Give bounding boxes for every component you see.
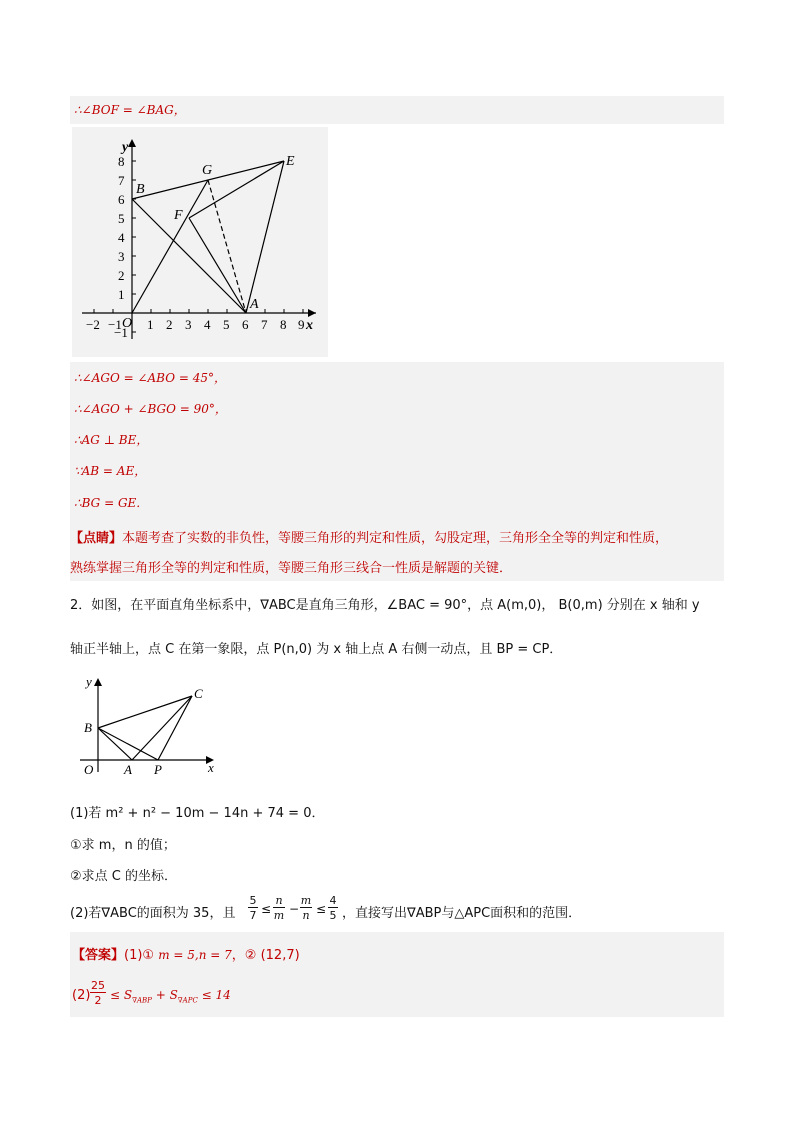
answer-frac-num: 25 — [91, 979, 105, 992]
answer-part2-label: (2) — [72, 988, 91, 1003]
solution-line-3 — [70, 394, 724, 425]
fig2-segments — [98, 696, 192, 760]
figure-2 — [72, 672, 222, 778]
frac4-num: 4 — [329, 894, 337, 907]
y-tick-8: 8 — [118, 154, 125, 169]
y-tick-2: 2 — [118, 268, 125, 283]
frac1-den: 7 — [249, 909, 257, 922]
part-1: (1)若 m² + n² − 10m − 14n + 74 = 0． — [70, 806, 325, 821]
solution-line-1 — [70, 96, 724, 124]
coordinate-figure-2 — [72, 672, 222, 778]
x-tick-9: 9 — [298, 317, 305, 332]
x-tick-3: 3 — [185, 317, 192, 332]
x-tick-2: 2 — [166, 317, 173, 332]
fig2-point-B: B — [84, 720, 92, 735]
answer-part1-label: (1)① — [124, 948, 155, 963]
fig2-point-O: O — [84, 762, 94, 777]
fig2-x-label: x — [208, 760, 214, 775]
frac4-den: 5 — [329, 909, 337, 922]
answer-point-c: (12,7) — [260, 948, 300, 963]
fig2-point-C: C — [194, 686, 203, 701]
minus: − — [289, 902, 300, 916]
figure1-segments — [132, 161, 284, 313]
answer-line-2 — [72, 978, 372, 1014]
fig2-point-P: P — [154, 762, 162, 777]
fig2-y-label: y — [86, 674, 92, 689]
x-tick-5: 5 — [223, 317, 230, 332]
point-F-label: F — [174, 208, 183, 223]
part-2-prefix: (2)若∇ABC的面积为 35，且 — [70, 906, 236, 921]
solution-text-6: ∴BG = GE． — [74, 496, 149, 510]
x-axis-label: x — [306, 318, 313, 333]
x-tick-6: 6 — [242, 317, 249, 332]
solution-text-3: ∴∠AGO + ∠BGO = 90°， — [74, 402, 227, 416]
origin-label: O — [122, 316, 133, 331]
leq-2: ≤ — [316, 902, 327, 916]
segment-FA — [189, 218, 246, 313]
answer-tag: 【答案】 — [72, 948, 125, 963]
x-tick-7: 7 — [261, 317, 268, 332]
segment-OG — [132, 180, 208, 313]
solution-text-1: ∴∠BOF = ∠BAG， — [74, 103, 186, 117]
y-tick-6: 6 — [118, 192, 125, 207]
review-tag: 【点睛】 — [70, 531, 123, 546]
x-tick-neg1: −1 — [108, 317, 122, 332]
answer-mn-values: m = 5,n = 7 — [158, 948, 232, 962]
frac3-num: m — [300, 894, 312, 907]
tick-marks — [94, 161, 303, 332]
review-line-1 — [70, 527, 668, 546]
y-tick-5: 5 — [118, 211, 125, 226]
x-tick-neg2: −2 — [86, 317, 100, 332]
solution-line-5 — [70, 456, 724, 487]
answer-frac-den: 2 — [94, 994, 102, 1007]
y-axis-arrow — [128, 139, 136, 147]
answer-leq-14: ≤ 14 — [197, 988, 231, 1002]
frac3-den: n — [302, 909, 310, 922]
part-1a: ①求 m，n 的值； — [70, 838, 176, 853]
y-tick-3: 3 — [118, 249, 125, 264]
point-G-label: G — [202, 163, 213, 178]
x-tick-4: 4 — [204, 317, 211, 332]
answer-box — [70, 932, 724, 1017]
answer-sub-abp: ∇ABP — [132, 996, 152, 1005]
point-A-label: A — [250, 297, 259, 312]
question-2-line-2: 轴正半轴上，点 C 在第一象限，点 P(n,0) 为 x 轴上点 A 右侧一动点，且 BP = CP． — [70, 642, 563, 657]
y-tick-7: 7 — [118, 173, 125, 188]
y-axis-label: y — [122, 140, 129, 155]
part-2 — [70, 892, 724, 928]
frac2-num: n — [273, 894, 285, 908]
review-text-2: 熟练掌握三角形全等的判定和性质，等腰三角形三线合一性质是解题的关键． — [70, 561, 513, 576]
fig2-point-A: A — [124, 762, 132, 777]
part-2-suffix: ，直接写出∇ABP与△APC面积和的范围． — [342, 906, 582, 921]
solution-line-6 — [70, 487, 724, 519]
coordinate-figure-1 — [72, 127, 328, 357]
answer-sub-apc: ∇APC — [177, 996, 198, 1005]
answer-plus-s: + S — [151, 988, 178, 1002]
frac2-den: m — [273, 909, 285, 922]
fig2-y-axis-arrow — [94, 678, 102, 686]
point-E-label: E — [286, 154, 295, 169]
leq-1: ≤ — [261, 902, 272, 916]
frac1-num: 5 — [249, 894, 257, 907]
y-tick-1: 1 — [118, 287, 125, 302]
x-tick-1: 1 — [147, 317, 154, 332]
x-tick-8: 8 — [280, 317, 287, 332]
segment-EA — [246, 161, 284, 313]
figure-1 — [72, 127, 328, 357]
y-tick-4: 4 — [118, 230, 125, 245]
solution-line-4 — [70, 425, 724, 456]
review-box — [70, 519, 724, 581]
question-2-line-1: 2．如图，在平面直角坐标系中，∇ABC是直角三角形，∠BAC = 90°，点 A(m,0)， B(0,m) 分别在 x 轴和 y — [70, 598, 700, 613]
solution-text-2: ∴∠AGO = ∠ABO = 45°， — [74, 371, 227, 385]
solution-text-4: ∴AG ⊥ BE， — [74, 433, 149, 447]
point-B-label: B — [136, 182, 145, 197]
solution-text-5: ∵AB = AE， — [74, 464, 147, 478]
fig2-segment-BP — [98, 728, 158, 760]
answer-part1-sep: ，② — [231, 948, 257, 963]
y-tick-neg1: −1 — [114, 325, 128, 340]
solution-line-2 — [70, 362, 724, 394]
x-axis-arrow — [308, 309, 316, 317]
segment-GA-dashed — [208, 180, 246, 313]
part-1b: ②求点 C 的坐标． — [70, 869, 177, 884]
review-text-1: 本题考查了实数的非负性，等腰三角形的判定和性质，勾股定理，三角形全全等的判定和性质， — [122, 531, 669, 546]
segment-BA — [132, 199, 246, 313]
answer-line-1 — [72, 944, 300, 963]
answer-inequality — [110, 988, 231, 1004]
answer-leq-s: ≤ S — [110, 988, 133, 1002]
